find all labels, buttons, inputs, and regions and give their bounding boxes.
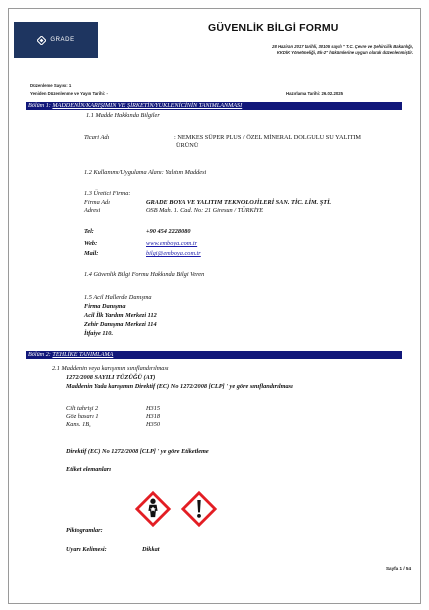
section-1-1-heading: 1.1 Madde Hakkında Bilgiler	[86, 112, 160, 119]
trade-name-label: Ticari Adı	[84, 134, 110, 141]
health-hazard-pictogram	[134, 490, 172, 528]
revision-date: Yeniden Düzenlenme ve Yayın Tarihi: -	[30, 91, 108, 96]
emergency-line-2: Acil İlk Yardım Merkezi 112	[84, 312, 157, 319]
section-1-5-heading: 1.5 Acil Hallerde Danışma	[84, 294, 152, 301]
web-label: Web:	[84, 240, 98, 247]
prepared-date: Hazırlama Tarihi: 26.02.2025	[286, 91, 344, 96]
section-2-header	[26, 351, 402, 359]
company-value: GRADE BOYA VE YALITIM TEKNOLOJİLERİ SAN. TİC. LİM. ŞTİ.	[146, 199, 332, 206]
labelling-directive: Direktif (EC) No 1272/2008 [CLP] ' ye göre Etiketleme	[66, 448, 209, 455]
regulation-line-1: 28 Haziran 2017 tarihli, 30105 sayılı " T.C. Çevre ve Şehircilik Bakanlığı,	[272, 44, 413, 49]
directive-line: Maddenin Yada karışımın Direktif (EC) No 1272/2008 [CLP] ' ye göre sınıflandırılması	[66, 383, 293, 390]
logo-text: GRADE	[50, 37, 75, 43]
hazard-code-1: H315	[146, 405, 160, 412]
trade-name-value-line1: : NEMKES SÜPER PLUS / ÖZEL MİNERAL DOLGULU SU YALITIM	[174, 134, 361, 141]
section-2-title: TEHLİKE TANIMLAMA	[52, 351, 114, 358]
hazard-name-3: Kans. 1B,	[66, 421, 91, 428]
section-1-label: Bölüm 1:	[28, 102, 51, 109]
tel-value: +90 454 2228080	[146, 228, 191, 235]
emergency-line-1: Firma Danışma	[84, 303, 126, 310]
tel-label: Tel:	[84, 228, 94, 235]
emergency-line-3: Zehir Danışma Merkezi 114	[84, 321, 157, 328]
hazard-name-2: Göz hasarı 1	[66, 413, 99, 420]
company-logo	[14, 22, 98, 58]
hazard-code-2: H318	[146, 413, 160, 420]
regulation-line: 1272/2008 SAYILI TÜZÜĞÜ (AT)	[66, 374, 156, 381]
address-label: Adresi	[84, 207, 101, 214]
address-value: OSB Mah. 1. Cad. No: 21 Giresun / TÜRKİYE	[146, 207, 264, 214]
company-label: Firma Adı	[84, 199, 110, 206]
pictograms-label: Piktogramlar:	[66, 527, 103, 534]
mail-link[interactable]: bilgi@emboya.com.tr	[146, 250, 201, 257]
section-1-2-value: Yalıtım Maddesi	[165, 169, 207, 176]
section-1-header	[26, 102, 402, 110]
document-title: GÜVENLİK BİLGİ FORMU	[208, 22, 339, 34]
section-2-label: Bölüm 2:	[28, 351, 51, 358]
web-link[interactable]: www.emboya.com.tr	[146, 240, 198, 247]
signal-word-label: Uyarı Kelimesi:	[66, 546, 107, 553]
emergency-line-4: İtfaiye 110.	[84, 330, 114, 337]
exclamation-pictogram	[180, 490, 218, 528]
signal-word-value: Dikkat	[142, 546, 160, 553]
revision-number: Düzenleme Sayısı: 1	[30, 83, 72, 88]
page-number: Sayfa 1 / 54	[385, 566, 411, 571]
section-1-2-heading: 1.2 Kullanımı/Uygulama Alanı:	[84, 169, 164, 176]
section-1-title: MADDENİN/KARIŞIMIN VE ŞİRKETİN/YÜKLENİCİNİN TANIMLANMASI	[52, 102, 243, 109]
label-elements-heading: Etiket elemanları	[66, 466, 111, 473]
mail-label: Mail:	[84, 250, 99, 257]
health-hazard-icon	[134, 490, 172, 528]
logo-mark-icon	[37, 36, 46, 45]
section-1-2	[84, 169, 206, 176]
section-1-4-heading: 1.4 Güvenlik Bilgi Formu Hakkında Bilgi Veren	[84, 271, 205, 278]
hazard-name-1: Cilt tahrişi 2	[66, 405, 99, 412]
regulation-note	[272, 44, 413, 56]
section-1-3-heading: 1.3 Üretici Firma:	[84, 190, 131, 197]
section-2-1-heading: 2.1 Maddenin veya karışımın sınıflandırılması	[52, 365, 169, 372]
hazard-code-3: H350	[146, 421, 160, 428]
trade-name-value-line2: ÜRÜNÜ	[176, 142, 199, 149]
exclamation-mark-icon	[180, 490, 218, 528]
regulation-line-2: KKDİK Yönetmeliği, Ek-2" hükümlerine uygun olarak düzenlenmiştir.	[276, 50, 413, 55]
